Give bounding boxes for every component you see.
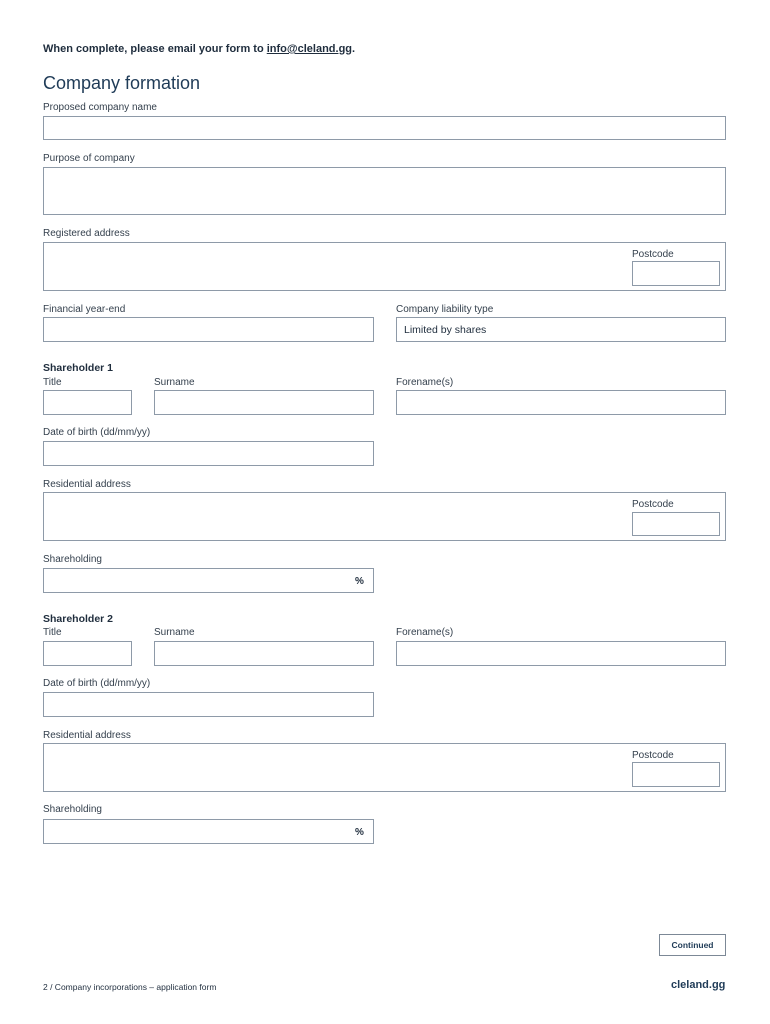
shareholder-1-heading: Shareholder 1	[43, 362, 114, 374]
proposed-name-input[interactable]	[43, 116, 726, 140]
shareholder-2-shareholding-input[interactable]	[43, 819, 374, 844]
continued-button[interactable]: Continued	[659, 934, 726, 956]
shareholder-1-percent-sign: %	[355, 576, 364, 587]
shareholder-2-dob-label: Date of birth (dd/mm/yy)	[43, 678, 151, 689]
shareholder-1-postcode-input[interactable]	[632, 512, 720, 536]
shareholder-2-dob-input[interactable]	[43, 692, 374, 717]
shareholder-2-address-label: Residential address	[43, 730, 131, 741]
shareholder-1-forenames-input[interactable]	[396, 390, 726, 415]
financial-year-end-input[interactable]	[43, 317, 374, 342]
financial-year-end-label: Financial year-end	[43, 304, 126, 315]
shareholder-2-forenames-input[interactable]	[396, 641, 726, 666]
email-instruction: When complete, please email your form to info@cleland.gg.	[43, 43, 356, 55]
purpose-label: Purpose of company	[43, 153, 135, 164]
shareholder-1-postcode-label: Postcode	[632, 499, 674, 510]
page-footer: 2 / Company incorporations – application form	[43, 982, 217, 992]
liability-type-select[interactable]	[396, 317, 726, 342]
shareholder-1-shareholding-label: Shareholding	[43, 554, 102, 565]
shareholder-1-surname-input[interactable]	[154, 390, 374, 415]
shareholder-1-address-input[interactable]	[43, 492, 726, 541]
shareholder-2-surname-label: Surname	[154, 627, 195, 638]
shareholder-1-title-label: Title	[43, 377, 62, 388]
shareholder-1-title-input[interactable]	[43, 390, 132, 415]
shareholder-2-title-label: Title	[43, 627, 62, 638]
shareholder-2-forenames-label: Forename(s)	[396, 627, 454, 638]
shareholder-2-address-input[interactable]	[43, 743, 726, 792]
shareholder-1-dob-label: Date of birth (dd/mm/yy)	[43, 427, 151, 438]
registered-address-label: Registered address	[43, 228, 130, 239]
registered-postcode-label: Postcode	[632, 249, 674, 260]
shareholder-2-postcode-input[interactable]	[632, 762, 720, 787]
shareholder-1-address-label: Residential address	[43, 479, 131, 490]
email-link[interactable]: info@cleland.gg	[266, 43, 353, 55]
liability-type-value: Limited by shares	[404, 324, 487, 336]
shareholder-2-postcode-label: Postcode	[632, 750, 674, 761]
shareholder-2-shareholding-label: Shareholding	[43, 804, 102, 815]
shareholder-1-surname-label: Surname	[154, 377, 195, 388]
shareholder-2-percent-sign: %	[355, 827, 364, 838]
shareholder-2-surname-input[interactable]	[154, 641, 374, 666]
page-title: Company formation	[43, 73, 201, 93]
registered-address-input[interactable]	[43, 242, 726, 291]
brand-url: cleland.gg	[671, 979, 726, 991]
purpose-input[interactable]	[43, 167, 726, 215]
shareholder-1-shareholding-input[interactable]	[43, 568, 374, 593]
registered-postcode-input[interactable]	[632, 261, 720, 286]
proposed-name-label: Proposed company name	[43, 102, 157, 113]
shareholder-1-dob-input[interactable]	[43, 441, 374, 466]
liability-type-label: Company liability type	[396, 304, 494, 315]
shareholder-2-title-input[interactable]	[43, 641, 132, 666]
shareholder-2-heading: Shareholder 2	[43, 613, 114, 625]
shareholder-1-forenames-label: Forename(s)	[396, 377, 454, 388]
